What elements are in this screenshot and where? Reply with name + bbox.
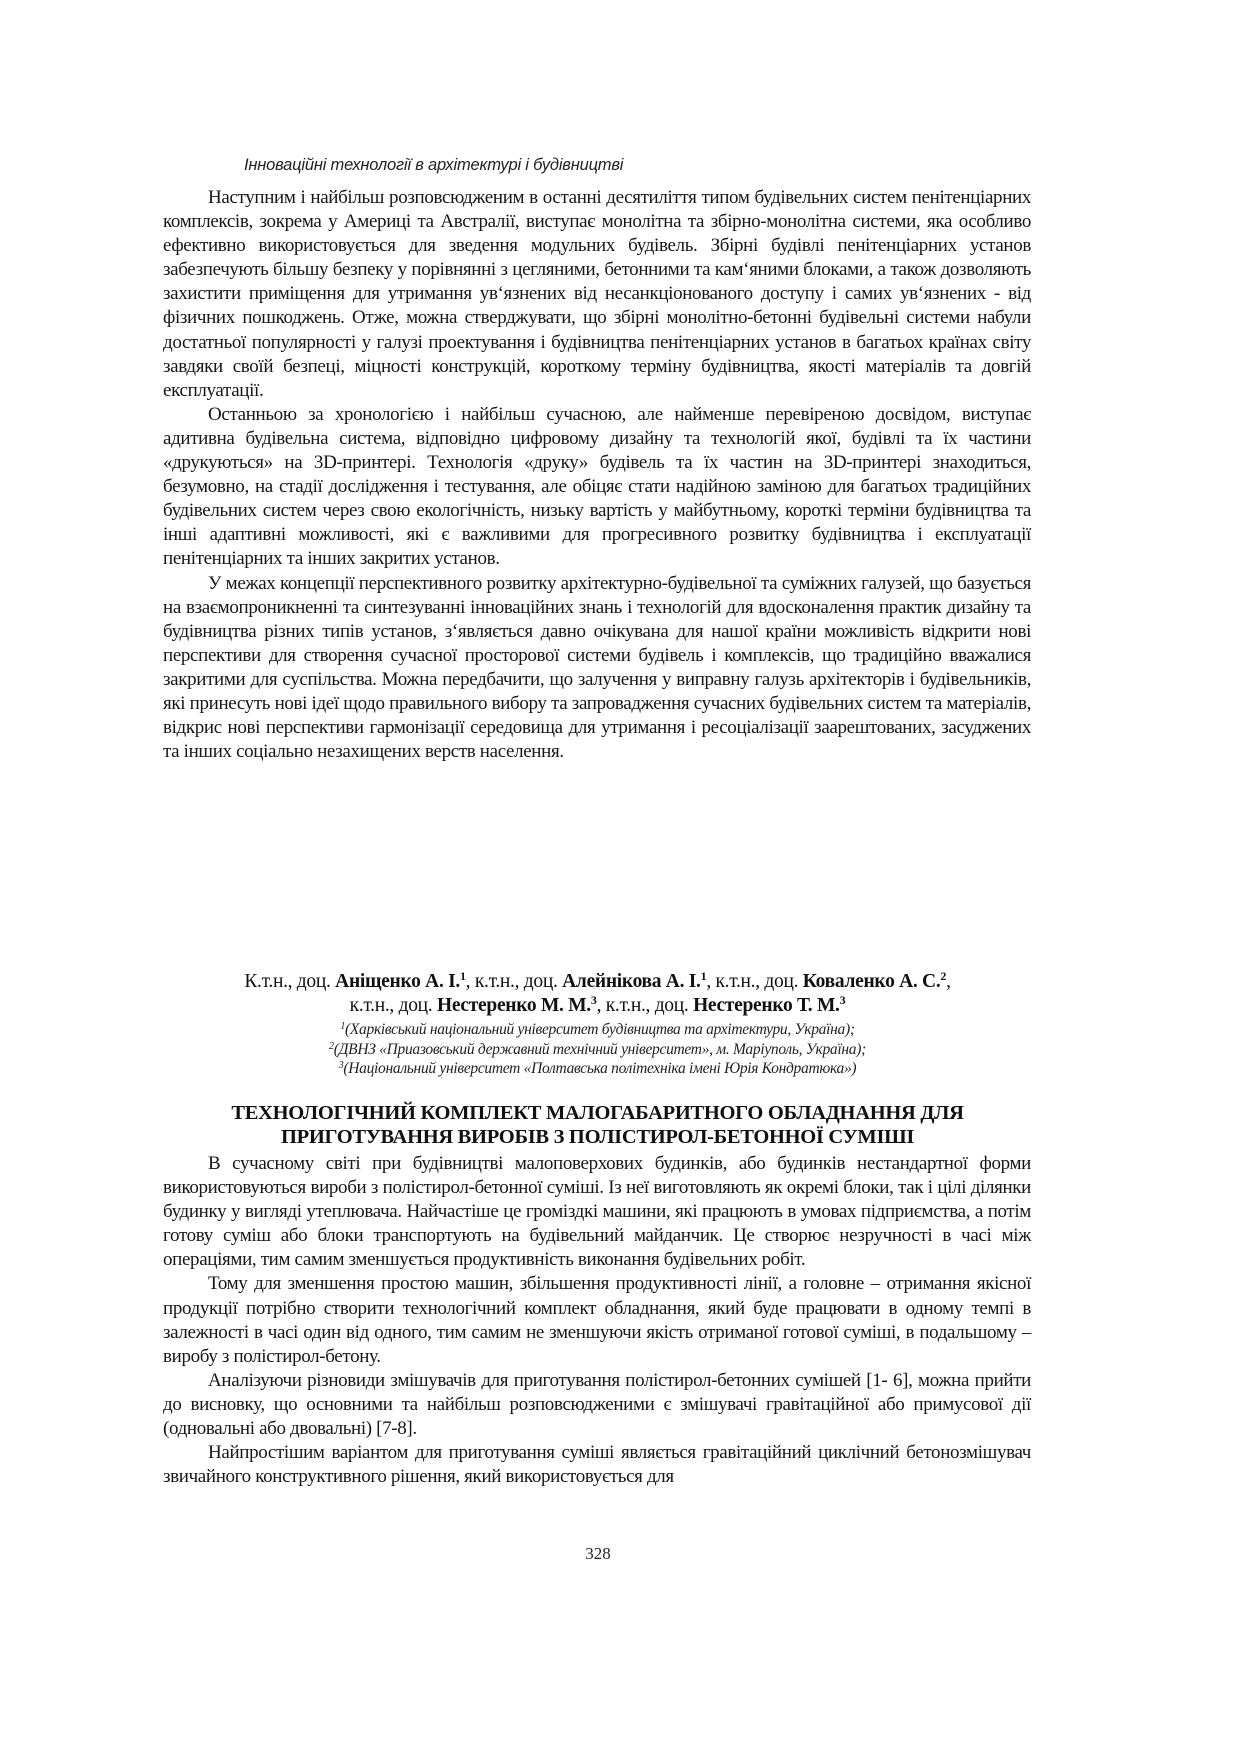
- paragraph: У межах концепції перспективного розвитку архітектурно-будівельної та суміжних галузей, що базується на взаємопроникненні та синтезуванні інноваційних знань і технологій для вдосконалення практик дизайну та будівництва різних типів установ, з‘являється давно очікувана для нашої країни можливість відкрити нові перспективи для створення сучасної просторової системи будівель і комплексів, що традиційно вважалися закритими для суспільства. Можна передбачити, що залучення у виправну галузь архітекторів і будівельників, які принесуть нові ідеї щодо правильного вибору та запровадження сучасних будівельних систем та матеріалів, відкрис нові перспективи гармонізації середовища для утримання і ресоціалізації заарештованих, засуджених та інших соціально незахищених верств населення.: [163, 572, 1031, 763]
- author-title: к.т.н., доц.: [349, 995, 433, 1016]
- affil-mark: 1: [700, 969, 707, 983]
- affiliation: [150, 1059, 1045, 1079]
- paragraph: Останньою за хронологією і найбільш сучасною, але найменше перевіреною досвідом, виступає адитивна будівельна система, відповідно цифровому дизайну та технологій якої, будівлі та їх частини «друкуються» на 3D-принтері. Технологія «друку» будівель та їх частин на 3D-принтері знаходиться, безумовно, на стадії дослідження і тестування, але обіцяє стати надійною заміною для багатьох традиційних будівельних систем через свою екологічність, низьку вартість у майбутньому, короткі терміни будівництва та інші адаптивні можливості, які є важливими для прогресивного розвитку будівництва і експлуатації пенітенціарних та інших закритих установ.: [163, 403, 1031, 570]
- affil-number: 1: [340, 1021, 346, 1032]
- affil-text: (Харківський національний університет будівництва та архітектури, Україна);: [345, 1021, 855, 1038]
- affil-text: (Національний університет «Полтавська політехніка імені Юрія Кондратюка»): [343, 1060, 857, 1077]
- title-line: ПРИГОТУВАННЯ ВИРОБІВ З ПОЛІСТИРОЛ-БЕТОННОЇ СУМІШІ: [280, 1126, 915, 1148]
- author-name: Нестеренко М. М.: [436, 995, 591, 1016]
- affil-mark: 3: [839, 993, 846, 1007]
- title-line: ТЕХНОЛОГІЧНИЙ КОМПЛЕКТ МАЛОГАБАРИТНОГО ОБЛАДНАННЯ ДЛЯ: [231, 1102, 964, 1124]
- article-text: [163, 1152, 1031, 1489]
- affil-mark: 1: [459, 969, 466, 983]
- author-list: К.т.н., доц. Аніщенко А. І.$^1$, к.т.н., доц. Алейнікова А. І.$^1$, к.т.н., доц. Коваленко А. С.$^2$, к.т.н., доц. Нестеренко М. М.$^3$, к.т.н., доц. Нестеренко Т. М.$^3$: [244, 969, 951, 1016]
- author-name: Алейнікова А. І.: [562, 971, 701, 992]
- paragraph: В сучасному світі при будівництві малоповерхових будинків, або будинків нестандартної форми використовуються вироби з полістирол-бетонної суміші. Із неї виготовляють як окремі блоки, так і цілі ділянки будинку у вигляді утеплювача. Найчастіше це громіздкі машини, які працюють в умовах підприємства, а потім готову суміш або блоки транспортують на будівельний майданчик. Це створює незручності в часі між операціями, тим самим зменшується продуктивність виконання будівельних робіт.: [163, 1153, 1031, 1271]
- paragraph: Аналізуючи різновиди змішувачів для приготування полістирол-бетонних сумішей [1- 6], можна прийти до висновку, що основними та найбільш розповсюдженими є змішувачі гравітаційної або примусової дії (одновальні або двовальні) [7-8].: [163, 1369, 1031, 1440]
- affil-mark: 3: [590, 993, 597, 1007]
- author-title: К.т.н., доц.: [244, 971, 331, 992]
- author-name: Нестеренко Т. М.: [693, 995, 840, 1016]
- section-text: [163, 186, 1031, 764]
- affiliation: [150, 1040, 1045, 1060]
- affil-mark: 2: [940, 969, 947, 983]
- affiliation: [150, 1020, 1045, 1040]
- page-number: 328: [585, 1544, 611, 1563]
- paragraph: Найпростішим варіантом для приготування суміші являється гравітаційний циклічний бетонозмішувач звичайного конструктивного рішення, який використовується для: [163, 1442, 1031, 1488]
- affiliation-list: [150, 1020, 1045, 1079]
- author-title: к.т.н., доц.: [474, 971, 558, 992]
- author-title: к.т.н., доц.: [715, 971, 799, 992]
- affil-text: (ДВНЗ «Приазовський державний технічний університет», м. Маріуполь, Україна);: [333, 1040, 866, 1058]
- article-title: [150, 1101, 1045, 1149]
- paragraph: Наступним і найбільш розповсюдженим в останні десятиліття типом будівельних систем пенітенціарних комплексів, зокрема у Америці та Австралії, виступає монолітна та збірно-монолітна системи, яка особливо ефективно використовується для зведення модульних будівель. Збірні будівлі пенітенціарних установ забезпечують більшу безпеку у порівнянні з цегляними, бетонними та кам‘яними блоками, а також дозволяють захистити приміщення для утримання ув‘язнених від несанкціонованого доступу і самих ув‘язнених - від фізичних пошкоджень. Отже, можна стверджувати, що збірні монолітно-бетонні будівельні системи набули достатньої популярності у галузі проектування і будівництва пенітенціарних установ в багатьох країнах світу завдяки своїй безпеці, міцності конструкцій, короткому терміну будівництва, якості матеріалів та довгій експлуатації.: [163, 187, 1031, 401]
- author-name: Аніщенко А. І.: [335, 971, 460, 992]
- affil-number: 2: [329, 1040, 334, 1052]
- author-name: Коваленко А. С.: [802, 971, 941, 992]
- paragraph: Тому для зменшення простою машин, збільшення продуктивності лінії, а головне – отримання якісної продукції потрібно створити технологічний комплект обладнання, який буде працювати в одному темпі в залежності в часі один від одного, тим самим не зменшуючи якість отриманої готової суміші, в подальшому – виробу з полістирол-бетону.: [163, 1273, 1031, 1367]
- author-title: к.т.н., доц.: [605, 995, 689, 1016]
- running-head: Інноваційні технології в архітектурі і будівництві: [244, 156, 624, 174]
- affil-number: 3: [338, 1060, 344, 1071]
